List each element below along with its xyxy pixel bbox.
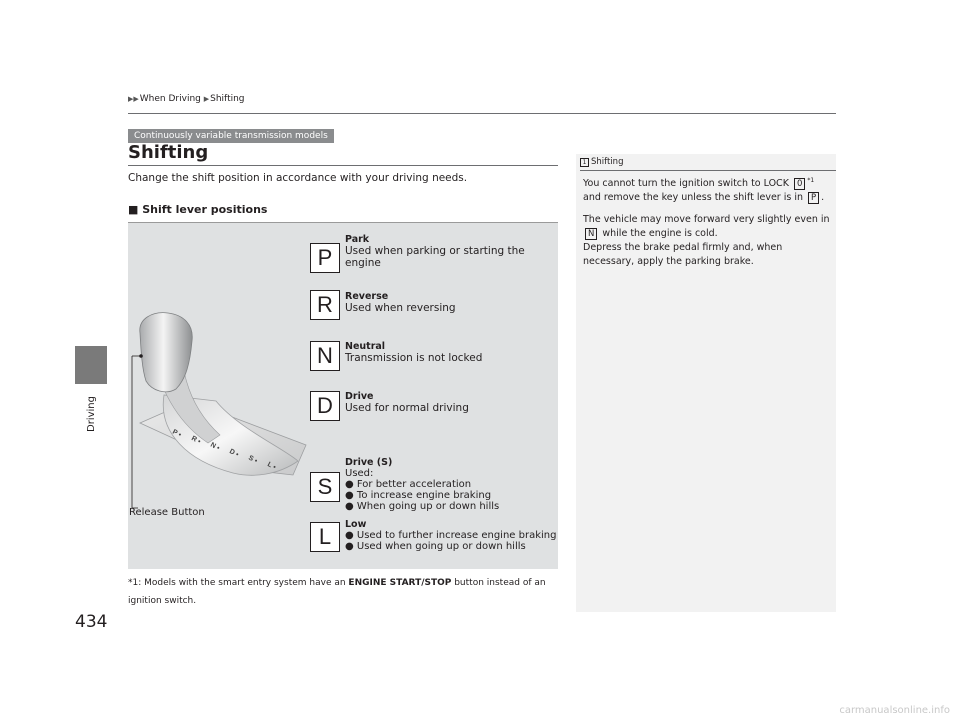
footnote	[128, 574, 563, 610]
release-button-label: Release Button	[129, 507, 205, 518]
notes-body	[583, 174, 833, 269]
position-name: Park	[345, 234, 370, 245]
gate-letter-n: N •	[209, 441, 221, 453]
position-desc-line: ● Used when going up or down hills	[345, 541, 526, 552]
neutral-key-icon: N	[585, 228, 597, 240]
park-key-icon: P	[808, 192, 819, 204]
title-divider	[128, 165, 558, 166]
note-paragraph-3: Depress the brake pedal firmly and, when necessary, apply the parking brake.	[583, 242, 783, 268]
position-r-text	[345, 291, 545, 314]
position-desc: Used for normal driving	[345, 402, 469, 414]
position-desc-line: ● For better acceleration	[345, 479, 472, 490]
note-marker-icon: 1	[580, 158, 589, 167]
position-desc: Used when parking or starting the engine	[345, 245, 525, 269]
gate-letter-d: D •	[228, 448, 240, 459]
chapter-label: Driving	[86, 396, 97, 432]
note-paragraph-2	[583, 213, 833, 241]
position-d-icon: D	[310, 391, 340, 421]
breadcrumb-arrow-icon: ▶▶	[128, 95, 139, 103]
notes-heading	[580, 157, 623, 167]
position-r-icon: R	[310, 290, 340, 320]
notes-divider	[580, 170, 836, 171]
footnote-suffix: button instead of an ignition switch.	[128, 578, 546, 606]
footnote-prefix: *1: Models with the smart entry system have an	[128, 578, 349, 588]
intro-text: Change the shift position in accordance with your driving needs.	[128, 172, 468, 184]
position-desc-line: ● To increase engine braking	[345, 490, 492, 501]
chapter-tab	[75, 346, 107, 384]
page-title: Shifting	[128, 142, 209, 163]
lock-key-icon: 0	[794, 178, 805, 190]
position-n-icon: N	[310, 341, 340, 371]
watermark: carmanualsonline.info	[839, 705, 950, 716]
position-p-icon: P	[310, 243, 340, 273]
gate-letter-p: P •	[171, 428, 183, 439]
notes-heading-text: Shifting	[591, 157, 624, 167]
position-desc: Used when reversing	[345, 302, 456, 314]
shift-lever-figure	[128, 223, 558, 569]
model-label: Continuously variable transmission models	[128, 129, 334, 143]
position-n-text	[345, 341, 545, 364]
note-text: and remove the key unless the shift lever is in	[583, 192, 803, 204]
position-name: Reverse	[345, 291, 389, 302]
position-desc: Transmission is not locked	[345, 352, 483, 364]
release-button-marker	[139, 354, 143, 358]
page-number: 434	[75, 612, 108, 632]
position-l-icon: L	[310, 522, 340, 552]
position-name: Drive	[345, 391, 374, 402]
position-l-text	[345, 519, 557, 552]
note-text: while the engine is cold.	[599, 228, 718, 240]
subheading: ■ Shift lever positions	[128, 203, 268, 216]
header-divider	[128, 113, 836, 114]
position-p-text	[345, 234, 545, 269]
note-sup: *1	[807, 177, 815, 184]
position-desc-line: Used:	[345, 468, 374, 479]
position-d-text	[345, 391, 545, 414]
gate-letter-l: L •	[266, 461, 277, 472]
position-desc-line: ● Used to further increase engine braking	[345, 530, 557, 541]
breadcrumb-level1: When Driving	[139, 94, 201, 104]
breadcrumb-level2: Shifting	[210, 94, 245, 104]
note-text: The vehicle may move forward very slightly even in	[583, 214, 830, 226]
position-desc-line: ● When going up or down hills	[345, 501, 500, 512]
position-s-text	[345, 457, 555, 512]
note-text: You cannot turn the ignition switch to LOCK	[583, 178, 789, 190]
note-text: .	[821, 192, 825, 204]
position-s-icon: S	[310, 472, 340, 502]
gate-letter-s: S •	[247, 454, 259, 466]
note-paragraph-1	[583, 174, 833, 205]
position-name: Low	[345, 519, 367, 530]
position-name: Neutral	[345, 341, 386, 352]
breadcrumb-arrow-icon: ▶	[203, 95, 210, 103]
breadcrumb	[128, 94, 245, 104]
footnote-bold: ENGINE START/STOP	[348, 578, 452, 588]
gate-letter-r: R •	[190, 435, 202, 446]
position-name: Drive (S)	[345, 457, 393, 468]
